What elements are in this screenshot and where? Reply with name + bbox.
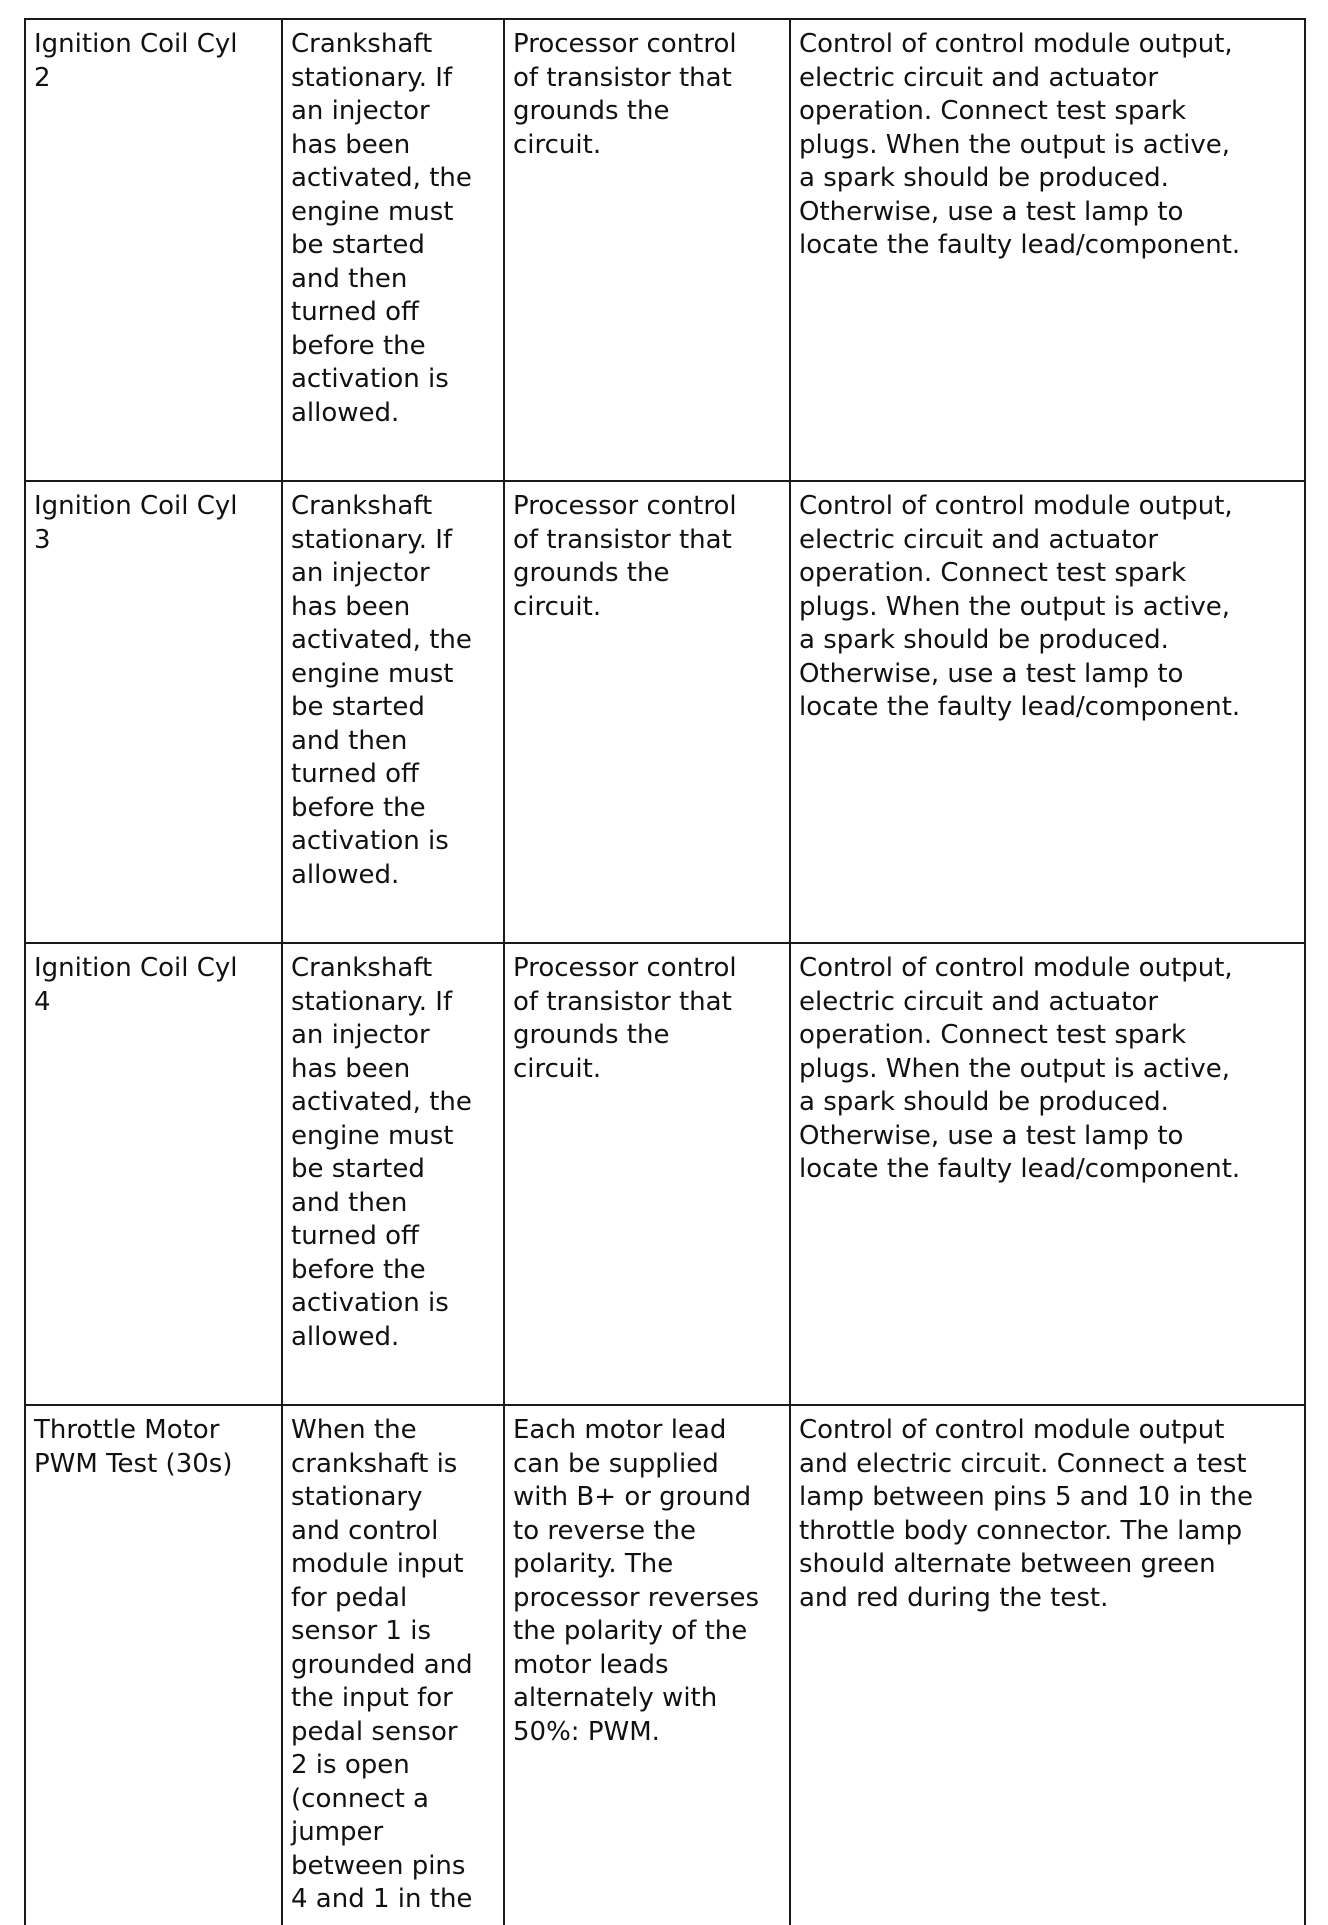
- component-text: Ignition Coil Cyl 2: [34, 29, 238, 93]
- function-text: Processor control of transistor that grounds the circuit.: [513, 953, 737, 1084]
- check-cell: [790, 943, 1305, 1405]
- function-cell: [504, 19, 790, 481]
- table-row: [25, 943, 1305, 1405]
- condition-cell: [282, 481, 504, 943]
- function-text: Each motor lead can be supplied with B+ or ground to reverse the polarity. The processor reverses the polarity of the motor leads alternately with 50%: PWM.: [513, 1415, 760, 1747]
- condition-text: Crankshaft stationary. If an injector has been activated, the engine must be started and then turned off before the activation is allowed.: [291, 29, 472, 428]
- component-cell: [25, 943, 282, 1405]
- function-text: Processor control of transistor that grounds the circuit.: [513, 491, 737, 622]
- condition-cell: [282, 943, 504, 1405]
- table-row: [25, 481, 1305, 943]
- function-cell: [504, 481, 790, 943]
- component-cell: [25, 1405, 282, 1925]
- component-text: Throttle Motor PWM Test (30s): [34, 1415, 233, 1479]
- table-row: [25, 1405, 1305, 1925]
- check-cell: [790, 1405, 1305, 1925]
- check-cell: [790, 481, 1305, 943]
- check-text: Control of control module output and electric circuit. Connect a test lamp between pins 5 and 10 in the throttle body connector. The lamp should alternate between green and red during the test.: [799, 1415, 1253, 1613]
- component-cell: [25, 481, 282, 943]
- check-cell: [790, 19, 1305, 481]
- condition-text: Crankshaft stationary. If an injector has been activated, the engine must be started and then turned off before the activation is allowed.: [291, 953, 472, 1352]
- condition-text: Crankshaft stationary. If an injector has been activated, the engine must be started and then turned off before the activation is allowed.: [291, 491, 472, 890]
- function-cell: [504, 1405, 790, 1925]
- actuator-test-table: [24, 18, 1306, 1925]
- function-text: Processor control of transistor that grounds the circuit.: [513, 29, 737, 160]
- check-text: Control of control module output, electric circuit and actuator operation. Connect test spark plugs. When the output is active, a spark should be produced. Otherwise, use a test lamp to locate the faulty lead/component.: [799, 953, 1241, 1184]
- condition-text: When the crankshaft is stationary and control module input for pedal sensor 1 is grounded and the input for pedal sensor 2 is open (connect a jumper between pins 4 and 1 in the: [291, 1415, 473, 1914]
- table-row: [25, 19, 1305, 481]
- condition-cell: [282, 1405, 504, 1925]
- check-text: Control of control module output, electric circuit and actuator operation. Connect test spark plugs. When the output is active, a spark should be produced. Otherwise, use a test lamp to locate the faulty lead/component.: [799, 29, 1241, 260]
- function-cell: [504, 943, 790, 1405]
- component-text: Ignition Coil Cyl 4: [34, 953, 238, 1017]
- component-cell: [25, 19, 282, 481]
- check-text: Control of control module output, electric circuit and actuator operation. Connect test spark plugs. When the output is active, a spark should be produced. Otherwise, use a test lamp to locate the faulty lead/component.: [799, 491, 1241, 722]
- condition-cell: [282, 19, 504, 481]
- component-text: Ignition Coil Cyl 3: [34, 491, 238, 555]
